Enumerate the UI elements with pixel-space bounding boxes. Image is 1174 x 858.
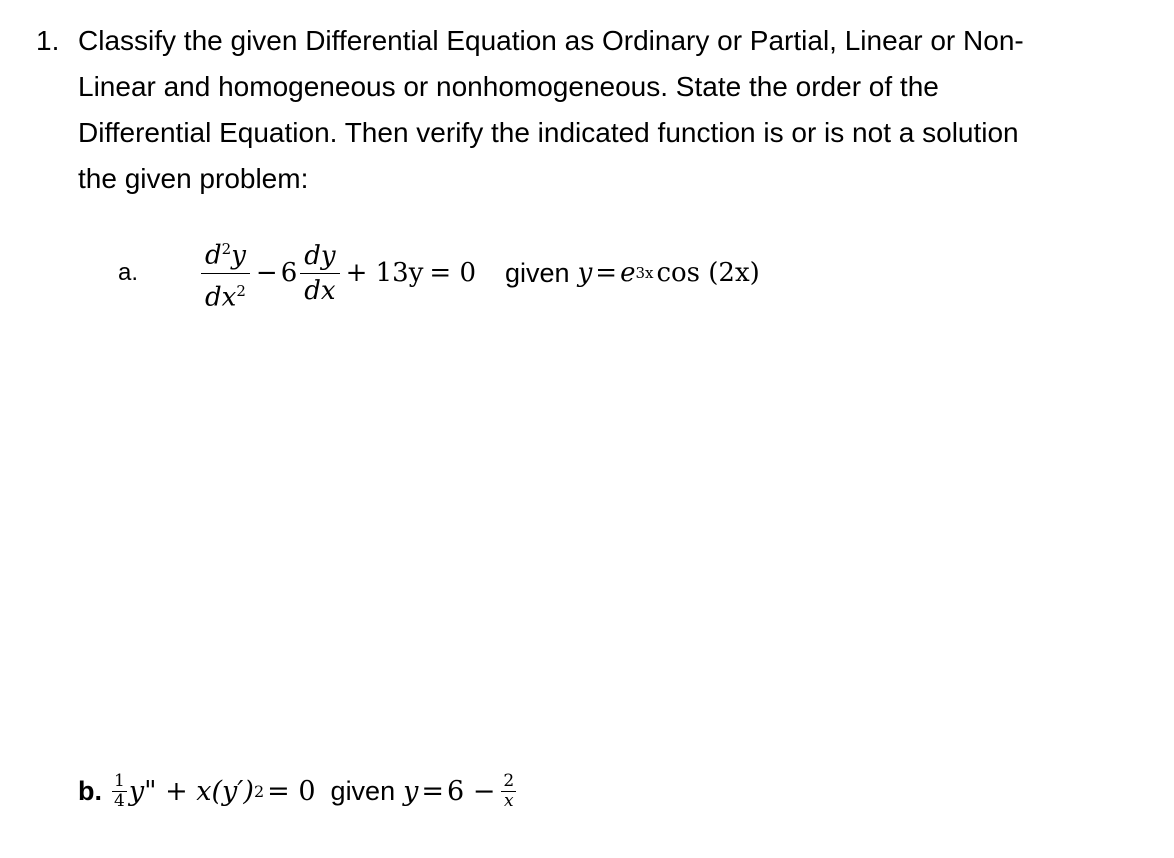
fraction-numerator: 2 [503,770,515,791]
problem-line-3: Differential Equation. Then verify the indicated function is or is not a solution [78,117,1019,148]
fraction-numerator: dy [300,241,339,274]
fraction-denominator: 4 [114,790,125,811]
given-function [578,258,760,288]
y-variable: y [577,258,593,288]
part-b-label: b. [78,775,102,806]
six-minus: 6 − [446,775,496,807]
equals-zero: = 0 [267,775,316,807]
equals-sign: = [421,775,444,807]
part-a-label: a. [118,259,139,286]
problem-number: 1. [36,25,60,56]
first-derivative-fraction [300,241,339,306]
exponent: 3x [635,264,654,282]
equation-terms: y" + x(y′) [128,775,254,807]
one-quarter-fraction [112,772,127,811]
two-over-x-fraction [501,772,516,811]
coefficient-six: 6 [280,258,298,288]
part-b-equation [110,772,319,811]
fraction-denominator: dx [304,275,336,306]
equals-zero: = 0 [429,258,477,288]
problem-line-4: the given problem: [78,163,309,194]
part-a [118,226,760,320]
minus-sign: − [255,258,278,288]
equals-sign: = [595,258,618,288]
cosine-term: cos (2x) [656,258,760,288]
y-variable: y [403,775,419,807]
euler-e: e [620,258,636,288]
fraction-numerator: 1 [114,770,125,791]
second-derivative-fraction [201,234,250,312]
given-label: given [330,775,396,806]
given-function [403,772,518,811]
square-exponent: 2 [253,781,265,801]
given-label: given [505,257,570,288]
problem-line-2: Linear and homogeneous or nonhomogeneous. State the order of the [78,71,939,102]
problem-line-1: Classify the given Differential Equation as Ordinary or Partial, Linear or Non- [78,25,1024,56]
part-b [78,756,518,826]
fraction-denominator: $dx^2$ [205,281,246,313]
problem-statement [78,18,1138,202]
fraction-denominator: x [503,790,514,811]
part-a-equation [198,234,479,312]
fraction-numerator: $d^2y$ [201,234,250,274]
plus-13y-term: + 13y [345,258,424,288]
